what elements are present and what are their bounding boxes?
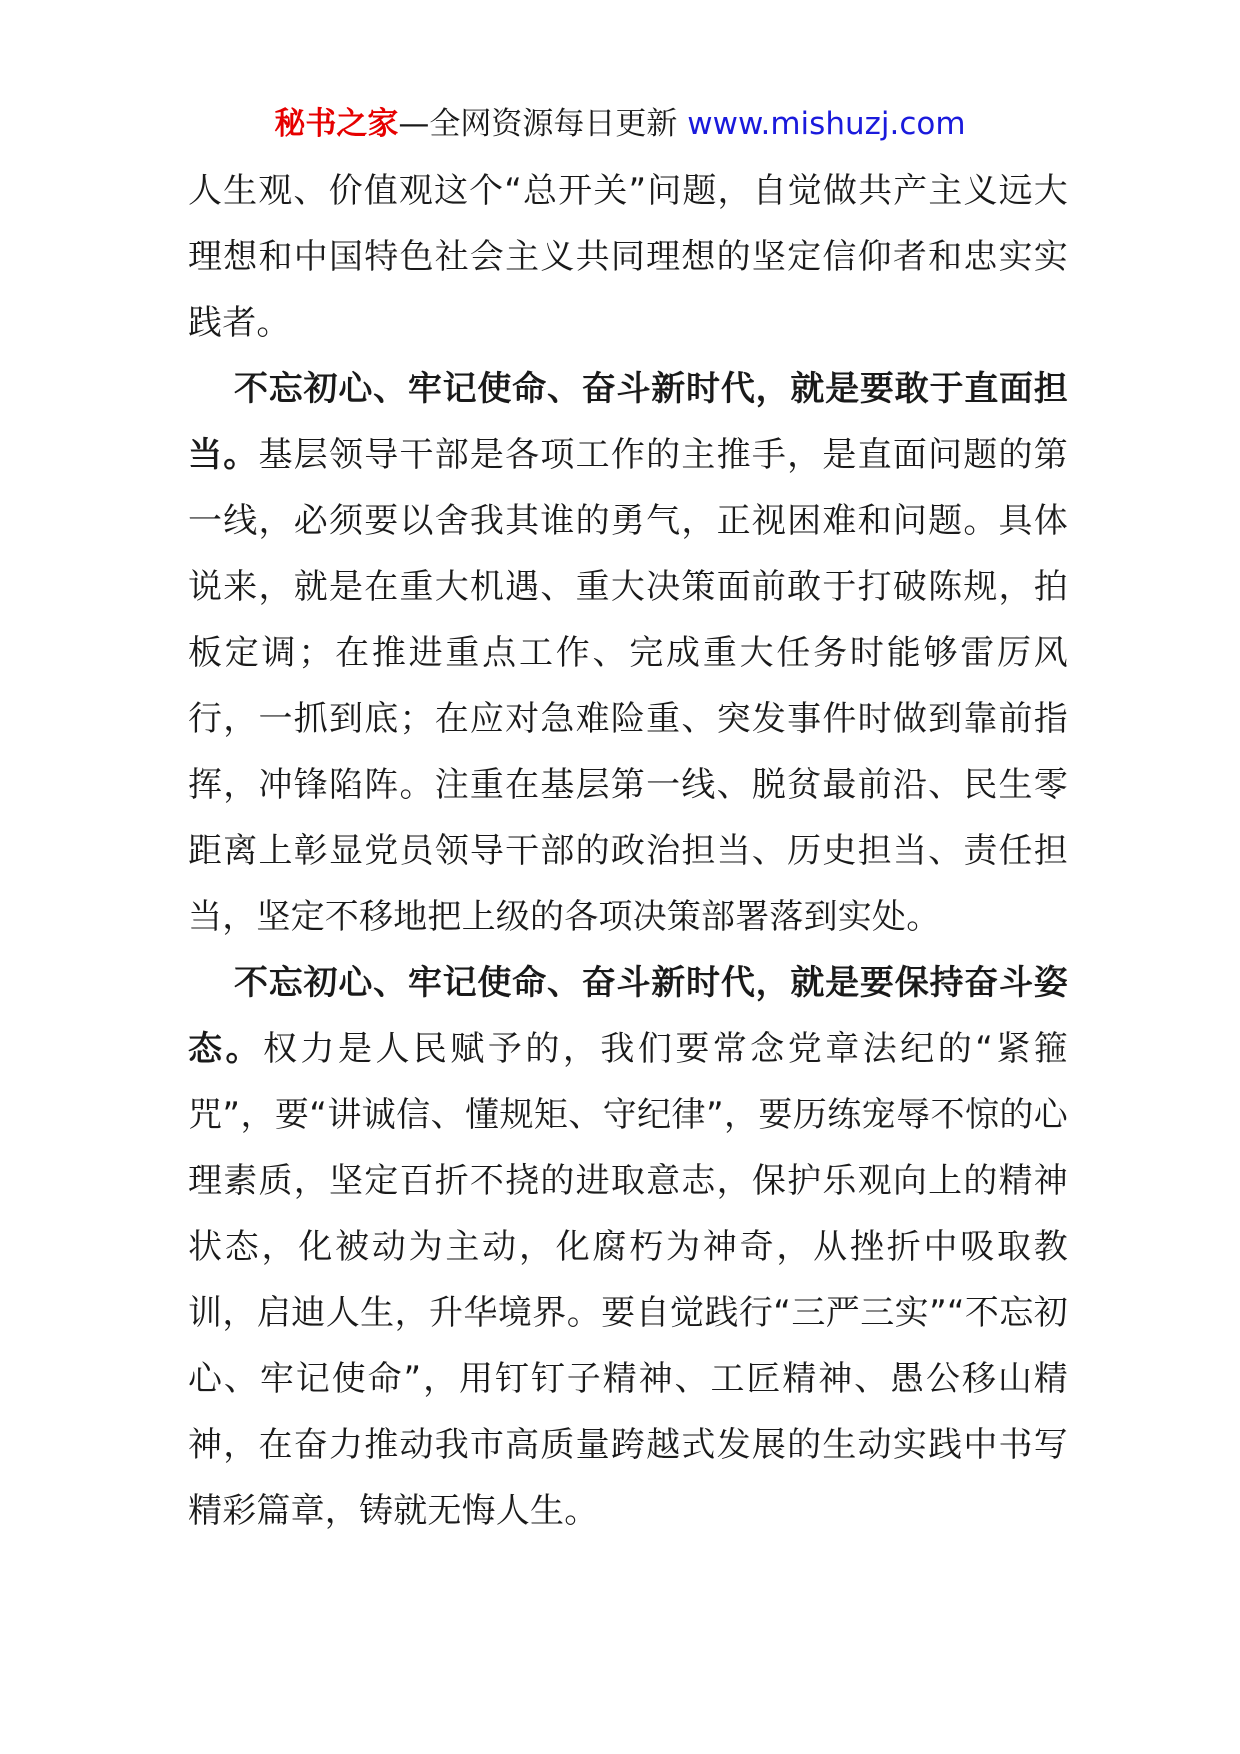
paragraph-text: 基层领导干部是各项工作的主推手，是直面问题的第一线，必须要以舍我其谁的勇气，正视困难和问题。具体说来，就是在重大机遇、重大决策面前敢于打破陈规，拍板定调；在推进重点工作、完成重大任务时能够雷厉风行，一抓到底；在应对急难险重、突发事件时做到靠前指挥，冲锋陷阵。注重在基层第一线、脱贫最前沿、民生零距离上彰显党员领导干部的政治担当、历史担当、责任担当，坚定不移地把上级的各项决策部署落到实处。 bbox=[188, 435, 1068, 937]
paragraph-lead: 不忘初心、牢记使命、奋斗新时代，就是要敢于直面担当。 bbox=[188, 369, 1068, 475]
page-header bbox=[0, 104, 1240, 144]
document-body bbox=[188, 158, 1068, 1544]
paragraph-keep-striving bbox=[188, 950, 1068, 1544]
paragraph-text: 人生观、价值观这个“总开关”问题，自觉做共产主义远大理想和中国特色社会主义共同理想的坚定信仰者和忠实实践者。 bbox=[188, 171, 1068, 343]
paragraph-text: 权力是人民赋予的，我们要常念党章法纪的“紧箍咒”，要“讲诚信、懂规矩、守纪律”，要历练宠辱不惊的心理素质，坚定百折不挠的进取意志，保护乐观向上的精神状态，化被动为主动，化腐朽为神奇，从挫折中吸取教训，启迪人生，升华境界。要自觉践行“三严三实”“不忘初心、牢记使命”，用钉钉子精神、工匠精神、愚公移山精神，在奋力推动我市高质量跨越式发展的生动实践中书写精彩篇章，铸就无悔人生。 bbox=[188, 1029, 1069, 1531]
paragraph-take-responsibility bbox=[188, 356, 1068, 950]
site-tagline: —全网资源每日更新 bbox=[398, 106, 688, 142]
paragraph-lead: 不忘初心、牢记使命、奋斗新时代，就是要保持奋斗姿态。 bbox=[188, 963, 1068, 1069]
site-brand: 秘书之家 bbox=[274, 106, 399, 142]
paragraph-continuation bbox=[188, 158, 1068, 356]
site-url-link[interactable]: www.mishuzj.com bbox=[687, 106, 966, 142]
